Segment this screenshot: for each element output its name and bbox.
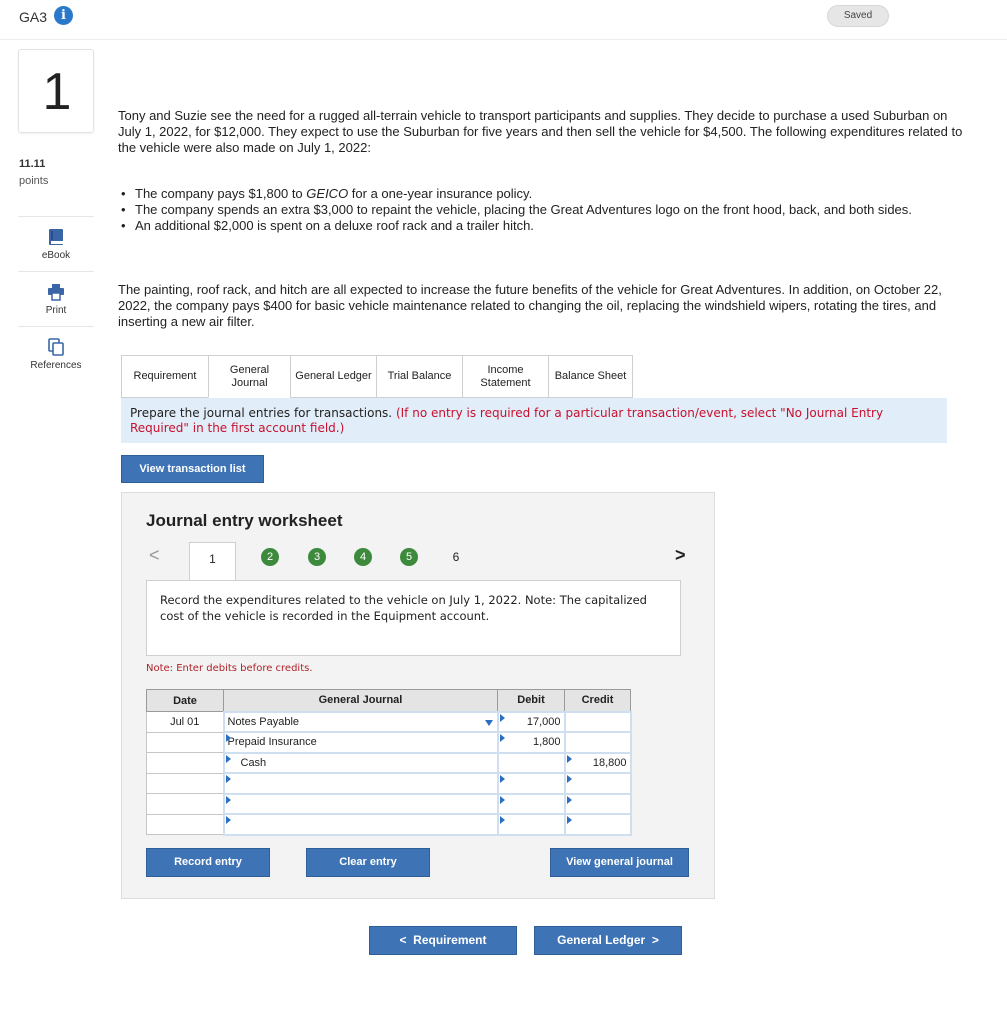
book-icon (47, 228, 65, 246)
saved-status-badge: Saved (827, 5, 889, 27)
view-general-journal-button[interactable]: View general journal (550, 848, 689, 877)
date-cell (147, 773, 224, 794)
debit-input[interactable]: 1,800 (498, 732, 565, 753)
copy-icon (47, 338, 65, 356)
account-select[interactable] (224, 814, 498, 835)
date-cell (147, 794, 224, 815)
requirement-tabs (121, 355, 633, 398)
print-label: Print (45, 305, 67, 316)
info-icon[interactable]: i (54, 6, 73, 25)
expenditure-list (118, 186, 963, 234)
printer-icon (47, 283, 65, 301)
input-marker-icon (567, 796, 572, 804)
step-3[interactable]: 3 (308, 548, 326, 566)
journal-entry-worksheet (121, 492, 715, 899)
account-select[interactable] (224, 794, 498, 815)
tab-trial-balance[interactable]: Trial Balance (376, 355, 462, 398)
account-select[interactable] (224, 773, 498, 794)
input-marker-icon (500, 734, 505, 742)
input-marker-icon (226, 755, 231, 763)
ebook-button[interactable] (18, 216, 94, 270)
chevron-right-icon[interactable]: > (675, 545, 686, 565)
table-header-row (147, 690, 631, 712)
ebook-label: eBook (41, 250, 71, 261)
table-row (147, 732, 631, 753)
tab-requirement[interactable]: Requirement (121, 355, 208, 398)
debit-input[interactable] (498, 773, 565, 794)
instruction-panel (121, 398, 947, 443)
prev-requirement-button[interactable]: < Requirement (369, 926, 517, 955)
step-6[interactable]: 6 (452, 550, 460, 564)
list-item: • The company spends an extra $3,000 to repaint the vehicle, placing the Great Adventures logo on the front hood, back, and both sides. (118, 202, 963, 218)
input-marker-icon (226, 816, 231, 824)
top-bar (0, 0, 1007, 40)
chevron-left-icon[interactable]: < (149, 545, 160, 565)
date-cell (147, 732, 224, 753)
chevron-right-icon: > (645, 933, 659, 947)
problem-closing: The painting, roof rack, and hitch are all expected to increase the future benefits of the vehicle for Great Adventures. In addition, on October 22, 2022, the company pays $400 for basic vehicle maintenance related to changing the oil, replacing the windshield wipers, rotating the tires, and inserting a new air filter. (118, 282, 942, 329)
assignment-title: GA3 (19, 9, 48, 25)
table-row (147, 814, 631, 835)
credit-input[interactable] (565, 773, 631, 794)
input-marker-icon (567, 775, 572, 783)
instruction-text: Prepare the journal entries for transactions. (130, 406, 393, 420)
step-5[interactable]: 5 (400, 548, 418, 566)
question-number-box (18, 49, 94, 133)
input-marker-icon (500, 775, 505, 783)
worksheet-title: Journal entry worksheet (146, 511, 343, 530)
date-cell (147, 753, 224, 774)
account-select[interactable]: Prepaid Insurance (224, 732, 498, 753)
question-number: 1 (42, 63, 72, 121)
table-row (147, 794, 631, 815)
input-marker-icon (500, 714, 505, 722)
transaction-description: Record the expenditures related to the vehicle on July 1, 2022. Note: The capitalized cost of the vehicle is recorded in the Equipment account. (146, 580, 681, 656)
input-marker-icon (226, 796, 231, 804)
account-select[interactable]: Cash (224, 753, 498, 774)
references-button[interactable] (18, 326, 94, 380)
general-journal-table (146, 689, 632, 836)
step-current[interactable]: 1 (189, 542, 236, 580)
table-row (147, 712, 631, 733)
input-marker-icon (500, 796, 505, 804)
print-button[interactable] (18, 271, 94, 325)
instruction-hint: (If no entry is required for a particular transaction/event, select "No Journal Entry Required" in the first account field.) (130, 406, 884, 435)
table-row (147, 753, 631, 774)
view-transaction-list-button[interactable]: View transaction list (121, 455, 264, 483)
account-select[interactable]: Notes Payable (224, 712, 498, 733)
debit-input[interactable]: 17,000 (498, 712, 565, 733)
list-item: • An additional $2,000 is spent on a deluxe roof rack and a trailer hitch. (118, 218, 963, 234)
credit-input[interactable]: 18,800 (565, 753, 631, 774)
chevron-left-icon: < (399, 933, 414, 947)
list-item: • The company pays $1,800 to GEICO for a one-year insurance policy. (118, 186, 963, 202)
points-value: 11.11 (19, 158, 46, 170)
tab-general-journal[interactable]: General Journal (208, 355, 290, 398)
next-general-ledger-button[interactable]: General Ledger > (534, 926, 682, 955)
input-marker-icon (500, 816, 505, 824)
credit-input[interactable] (565, 732, 631, 753)
record-entry-button[interactable]: Record entry (146, 848, 270, 877)
date-cell: Jul 01 (147, 712, 224, 733)
debit-input[interactable] (498, 753, 565, 774)
input-marker-icon (567, 755, 572, 763)
tab-general-ledger[interactable]: General Ledger (290, 355, 376, 398)
credit-column-header: Credit (565, 690, 631, 712)
credit-input[interactable] (565, 712, 631, 733)
step-2[interactable]: 2 (261, 548, 279, 566)
table-row (147, 773, 631, 794)
debit-column-header: Debit (498, 690, 565, 712)
tab-balance-sheet[interactable]: Balance Sheet (548, 355, 633, 398)
input-marker-icon (567, 816, 572, 824)
debit-input[interactable] (498, 794, 565, 815)
problem-intro: Tony and Suzie see the need for a rugged all-terrain vehicle to transport participants and supplies. They decide to purchase a used Suburban on July 1, 2022, for $12,000. They expect to use the Suburban for five years and then sell the vehicle for $4,500. The following expenditures related to the vehicle were also made on July 1, 2022: (118, 108, 963, 155)
input-marker-icon (226, 734, 231, 742)
tab-income-statement[interactable]: Income Statement (462, 355, 548, 398)
dropdown-arrow-icon[interactable] (485, 720, 493, 726)
debit-input[interactable] (498, 814, 565, 835)
credit-input[interactable] (565, 794, 631, 815)
step-4[interactable]: 4 (354, 548, 372, 566)
date-cell (147, 814, 224, 835)
clear-entry-button[interactable]: Clear entry (306, 848, 430, 877)
credit-input[interactable] (565, 814, 631, 835)
input-marker-icon (226, 775, 231, 783)
debit-credit-note: Note: Enter debits before credits. (146, 663, 313, 674)
date-column-header: Date (147, 690, 224, 712)
journal-column-header: General Journal (224, 690, 498, 712)
points-label: points (19, 175, 49, 187)
references-label: References (30, 360, 82, 371)
